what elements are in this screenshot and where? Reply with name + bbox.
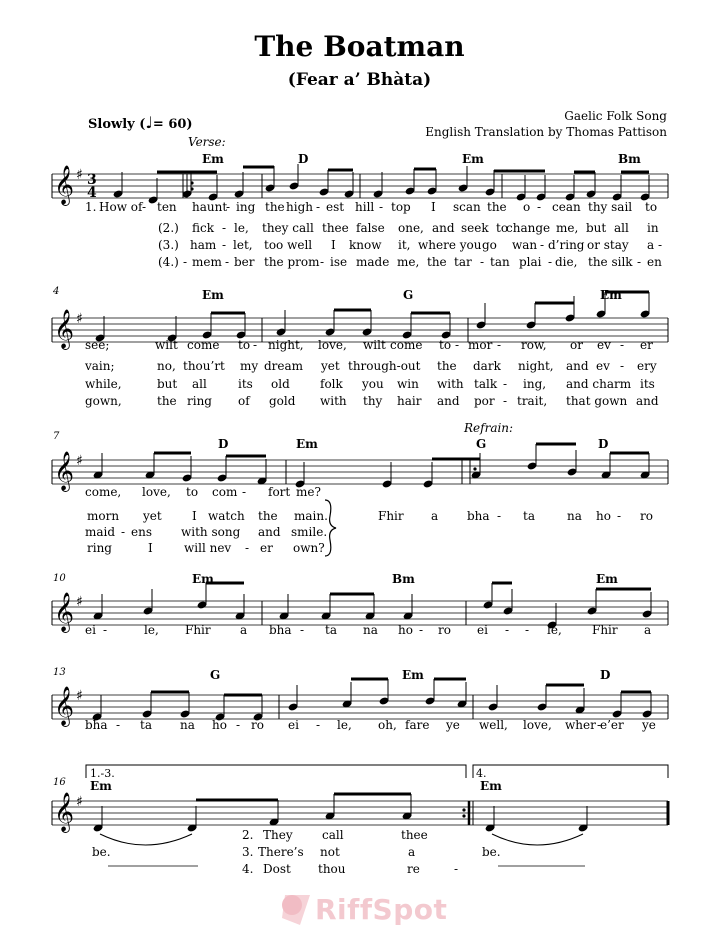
lyric-syllable: in xyxy=(647,221,659,235)
lyric-syllable: - xyxy=(226,200,231,214)
lyric-syllable: the xyxy=(487,200,507,214)
lyric-syllable: er xyxy=(260,541,273,555)
lyric-syllable: to xyxy=(496,221,509,235)
lyric-syllable: where you xyxy=(418,238,482,252)
measure-number-13: 13 xyxy=(53,667,66,678)
quarter-note-icon: ♩ xyxy=(145,113,153,132)
lyric-syllable: gold xyxy=(269,394,296,408)
volta-bracket xyxy=(473,765,668,778)
lyric-syllable: fare xyxy=(405,718,430,732)
lyric-syllable: 2. xyxy=(242,828,254,842)
lyric-syllable: - xyxy=(497,338,502,352)
chord-symbol: Em xyxy=(462,152,484,166)
lyric-syllable: ro xyxy=(251,718,264,732)
lyric-syllable: come xyxy=(187,338,220,352)
lyric-syllable: row, xyxy=(521,338,547,352)
lyric-syllable: thee xyxy=(401,828,428,842)
lyric-syllable: night, xyxy=(268,338,304,352)
chord-symbol: Bm xyxy=(392,572,415,586)
tempo-open: ( xyxy=(139,117,146,132)
lyric-syllable: er xyxy=(640,338,653,352)
credit-source: Gaelic Folk Song xyxy=(564,109,667,123)
chord-symbol: Em xyxy=(480,779,502,793)
lyric-syllable: come, xyxy=(85,485,122,499)
lyric-syllable: and xyxy=(636,394,659,408)
lyric-syllable: - xyxy=(480,255,485,269)
lyric-syllable: know xyxy=(349,238,382,252)
lyric-syllable: ring xyxy=(187,394,212,408)
lyric-syllable: and xyxy=(566,359,589,373)
chord-symbol: Em xyxy=(202,152,224,166)
lyric-syllable: - xyxy=(222,221,227,235)
lyric-syllable: tan xyxy=(490,255,510,269)
lyric-syllable: the silk xyxy=(588,255,633,269)
lyric-syllable: ro xyxy=(640,509,653,523)
lyric-syllable: love, xyxy=(523,718,552,732)
lyric-syllable: How of xyxy=(99,200,143,214)
lyric-syllable: love, xyxy=(142,485,171,499)
repeat-dot xyxy=(462,814,465,817)
lyric-syllable: a xyxy=(408,845,416,859)
lyric-syllable: Fhir xyxy=(378,509,404,523)
lyric-syllable: le, xyxy=(547,623,562,637)
lyric-syllable: Dost xyxy=(263,862,291,876)
lyric-syllable: com xyxy=(212,485,238,499)
lyric-syllable: see; xyxy=(85,338,110,352)
lyric-syllable: wilt xyxy=(363,338,386,352)
lyric-syllable: but xyxy=(157,377,178,391)
chord-symbol: G xyxy=(476,437,487,451)
sharp-icon: ♯ xyxy=(76,794,83,810)
lyric-syllable: I xyxy=(148,541,153,555)
treble-clef-icon: 𝄞 xyxy=(54,592,75,632)
lyric-syllable: talk xyxy=(474,377,498,391)
lyric-syllable: ei xyxy=(477,623,488,637)
lyric-syllable: - xyxy=(103,623,108,637)
chord-symbol: Em xyxy=(596,572,618,586)
lyric-syllable: gown, xyxy=(85,394,122,408)
lyric-syllable: come xyxy=(390,338,423,352)
lyric-syllable: old xyxy=(271,377,290,391)
lyric-syllable: na xyxy=(363,623,378,637)
lyric-syllable: call xyxy=(322,828,344,842)
treble-clef-icon: 𝄞 xyxy=(54,165,75,205)
lyric-syllable: - xyxy=(454,862,459,876)
lyric-syllable: 4. xyxy=(242,862,254,876)
lyric-syllable: thy xyxy=(363,394,383,408)
lyric-syllable: the xyxy=(157,394,177,408)
lyric-syllable: and xyxy=(437,394,460,408)
lyric-syllable: main. xyxy=(294,509,328,523)
lyric-syllable: not xyxy=(320,845,340,859)
watermark: RiffSpot xyxy=(315,893,448,926)
sharp-icon: ♯ xyxy=(76,688,83,704)
measure-number-7: 7 xyxy=(53,431,60,442)
lyric-syllable: bha xyxy=(85,718,108,732)
lyric-syllable: well, xyxy=(479,718,508,732)
chord-symbol: G xyxy=(210,668,221,682)
lyric-syllable: ens xyxy=(131,525,152,539)
lyric-syllable: watch xyxy=(208,509,245,523)
lyric-syllable: mor xyxy=(468,338,493,352)
lyric-syllable: a xyxy=(431,509,439,523)
lyric-syllable: one, xyxy=(398,221,424,235)
lyric-syllable: through-out xyxy=(348,359,421,373)
lyric-syllable: - xyxy=(620,338,625,352)
lyric-syllable: thou xyxy=(318,862,346,876)
lyric-syllable: ring xyxy=(87,541,112,555)
lyric-syllable: - xyxy=(316,200,321,214)
lyric-syllable: yet xyxy=(321,359,340,373)
lyric-syllable: vain; xyxy=(85,359,115,373)
lyric-syllable: hill xyxy=(355,200,375,214)
lyric-syllable: ta xyxy=(325,623,337,637)
lyric-syllable: - xyxy=(236,718,241,732)
lyric-syllable: - xyxy=(222,238,227,252)
measure-number-16: 16 xyxy=(53,777,66,788)
lyric-syllable: - xyxy=(300,623,305,637)
lyric-syllable: the xyxy=(427,255,447,269)
lyric-syllable: maid xyxy=(85,525,116,539)
lyric-syllable: a xyxy=(240,623,248,637)
tempo-value: = 60) xyxy=(152,117,193,132)
lyric-syllable: I xyxy=(331,238,336,252)
lyric-syllable: they call xyxy=(262,221,314,235)
lyric-syllable: bha xyxy=(269,623,292,637)
lyric-syllable: wan xyxy=(512,238,538,252)
lyric-syllable: all xyxy=(614,221,629,235)
lyric-syllable: Fhir xyxy=(185,623,211,637)
lyric-syllable: with xyxy=(320,394,347,408)
lyric-syllable: ho xyxy=(596,509,611,523)
lyric-syllable: be. xyxy=(482,845,501,859)
lyric-syllable: - xyxy=(503,377,508,391)
lyric-syllable: na xyxy=(180,718,195,732)
lyric-syllable: or stay xyxy=(587,238,629,252)
lyric-syllable: me, xyxy=(556,221,579,235)
lyric-syllable: me? xyxy=(296,485,321,499)
lyric-syllable: ing, xyxy=(523,377,547,391)
lyric-syllable: with song xyxy=(181,525,241,539)
lyric-syllable: le, xyxy=(337,718,352,732)
lyric-syllable: top xyxy=(391,200,411,214)
lyric-syllable: no, xyxy=(157,359,176,373)
chord-symbol: Em xyxy=(192,572,214,586)
lyric-syllable: die, xyxy=(555,255,578,269)
lyric-syllable: They xyxy=(263,828,293,842)
time-signature-bottom: 4 xyxy=(87,185,97,201)
lyric-syllable: me, xyxy=(397,255,420,269)
lyric-syllable: a xyxy=(647,238,655,252)
lyric-syllable: ev xyxy=(596,359,610,373)
lyric-syllable: but xyxy=(586,221,607,235)
chord-symbol: Em xyxy=(90,779,112,793)
chord-symbol: Bm xyxy=(618,152,641,166)
lyric-syllable: all xyxy=(192,377,207,391)
lyric-syllable: with xyxy=(437,377,464,391)
lyric-syllable: ing xyxy=(236,200,256,214)
lyric-syllable: morn xyxy=(87,509,120,523)
credit-translation: English Translation by Thomas Pattison xyxy=(425,125,667,139)
lyric-syllable: - xyxy=(316,718,321,732)
lyric-syllable: fort xyxy=(268,485,291,499)
lyric-syllable: false xyxy=(356,221,385,235)
lyric-syllable: I xyxy=(192,509,197,523)
lyric-syllable: - xyxy=(320,255,325,269)
lyric-syllable: or xyxy=(570,338,583,352)
lyric-syllable: made xyxy=(356,255,390,269)
lyric-syllable: - xyxy=(540,238,545,252)
lyric-syllable: change xyxy=(506,221,551,235)
lyric-syllable: ber xyxy=(234,255,255,269)
sharp-icon: ♯ xyxy=(76,167,83,183)
volta-first-label: 1.-3. xyxy=(90,767,115,780)
lyric-syllable: le, xyxy=(144,623,159,637)
lyric-syllable: - xyxy=(617,509,622,523)
chord-symbol: D xyxy=(298,152,309,166)
lyric-syllable: night, xyxy=(518,359,554,373)
lyric-syllable: ev xyxy=(597,338,611,352)
lyric-syllable: - xyxy=(242,485,247,499)
lyric-syllable: - xyxy=(225,255,230,269)
lyric-syllable: - xyxy=(379,200,384,214)
lyric-syllable: and xyxy=(258,525,281,539)
lyric-syllable: ham xyxy=(190,238,217,252)
lyric-syllable: o xyxy=(523,200,531,214)
lyric-syllable: 3. xyxy=(242,845,254,859)
measure-number-10: 10 xyxy=(53,573,66,584)
lyric-syllable: ye xyxy=(446,718,460,732)
lyric-syllable: go xyxy=(482,238,497,252)
lyric-syllable: wher xyxy=(565,718,596,732)
lyric-syllable: dream xyxy=(264,359,304,373)
lyric-syllable: - xyxy=(142,200,147,214)
song-title: The Boatman xyxy=(254,30,465,63)
lyric-syllable: - xyxy=(637,255,642,269)
lyric-syllable: plai xyxy=(519,255,542,269)
lyric-syllable: its xyxy=(238,377,253,391)
lyric-syllable: (3.) xyxy=(158,238,179,252)
treble-clef-icon: 𝄞 xyxy=(54,792,75,832)
chord-symbol: Em xyxy=(296,437,318,451)
treble-clef-icon: 𝄞 xyxy=(54,451,75,491)
lyric-syllable: to xyxy=(186,485,199,499)
lyric-syllable: ise xyxy=(330,255,348,269)
sharp-icon: ♯ xyxy=(76,594,83,610)
chord-symbol: Em xyxy=(202,288,224,302)
lyric-syllable: oh, xyxy=(378,718,397,732)
lyric-syllable: ery xyxy=(637,359,657,373)
lyric-syllable: cean xyxy=(552,200,581,214)
lyric-syllable: - xyxy=(183,255,188,269)
lyric-syllable: love, xyxy=(318,338,347,352)
tie xyxy=(100,834,192,845)
lyric-syllable: (2.) xyxy=(158,221,179,235)
lyric-syllable: - xyxy=(497,509,502,523)
tempo-word: Slowly xyxy=(88,117,135,132)
lyric-syllable: and xyxy=(432,221,455,235)
lyric-syllable: - xyxy=(455,338,460,352)
treble-clef-icon: 𝄞 xyxy=(54,309,75,349)
measure-number-4: 4 xyxy=(53,286,60,297)
song-subtitle: (Fear a’ Bhàta) xyxy=(287,70,432,90)
lyric-syllable: be. xyxy=(92,845,111,859)
lyric-syllable: smile. xyxy=(291,525,328,539)
lyric-syllable: ho xyxy=(398,623,413,637)
lyric-syllable: you xyxy=(362,377,384,391)
lyric-syllable: - xyxy=(597,718,602,732)
lyric-syllable: - xyxy=(505,623,510,637)
lyric-syllable: to xyxy=(439,338,452,352)
lyric-syllable: - xyxy=(503,394,508,408)
volta-bracket xyxy=(86,765,466,778)
lyric-syllable: - xyxy=(537,200,542,214)
chord-symbol: G xyxy=(403,288,414,302)
lyric-syllable: - xyxy=(419,623,424,637)
chord-symbol: D xyxy=(218,437,229,451)
lyric-syllable: win xyxy=(397,377,419,391)
lyric-syllable: por xyxy=(474,394,495,408)
lyric-syllable: that gown xyxy=(566,394,628,408)
lyric-syllable: and charm xyxy=(566,377,632,391)
lyric-syllable: - xyxy=(658,238,663,252)
lyric-syllable: - xyxy=(121,525,126,539)
chord-symbol: Em xyxy=(402,668,424,682)
lyric-syllable: the prom xyxy=(264,255,320,269)
lyric-syllable: mem xyxy=(192,255,222,269)
lyric-syllable: scan xyxy=(453,200,481,214)
lyric-syllable: the xyxy=(437,359,457,373)
sharp-icon: ♯ xyxy=(76,453,83,469)
lyric-syllable: to xyxy=(645,200,658,214)
lyric-syllable: ta xyxy=(140,718,152,732)
lyric-syllable: fick xyxy=(192,221,214,235)
lyric-syllable: its xyxy=(640,377,655,391)
volta-second-label: 4. xyxy=(476,767,487,780)
lyric-syllable: it, xyxy=(398,238,411,252)
lyric-syllable: the xyxy=(265,200,285,214)
lyric-syllable: ro xyxy=(438,623,451,637)
repeat-dot xyxy=(473,467,476,470)
lyric-syllable: - xyxy=(253,338,258,352)
chord-symbol: D xyxy=(600,668,611,682)
lyric-syllable: yet xyxy=(143,509,162,523)
lyric-syllable: while, xyxy=(85,377,122,391)
lyric-syllable: - xyxy=(525,623,530,637)
lyric-syllable: There’s xyxy=(258,845,304,859)
lyric-syllable: ei xyxy=(288,718,299,732)
lyric-syllable: thou’rt xyxy=(183,359,225,373)
lyric-syllable: let, xyxy=(233,238,253,252)
lyric-syllable: tar xyxy=(454,255,472,269)
sharp-icon: ♯ xyxy=(76,311,83,327)
lyric-syllable: seek xyxy=(461,221,489,235)
lyric-syllable: re xyxy=(407,862,420,876)
time-signature-top: 3 xyxy=(87,172,97,188)
lyric-syllable: my xyxy=(240,359,259,373)
lyric-syllable: e’er xyxy=(600,718,624,732)
refrain-label: Refrain: xyxy=(464,421,514,435)
lyric-syllable: d’ring xyxy=(548,238,585,252)
lyric-syllable: - xyxy=(116,718,121,732)
lyric-syllable: high xyxy=(286,200,313,214)
treble-clef-icon: 𝄞 xyxy=(54,686,75,726)
lyric-syllable: - xyxy=(620,359,625,373)
lyric-syllable: will nev xyxy=(184,541,232,555)
lyric-syllable: en xyxy=(647,255,662,269)
lyric-syllable: ho xyxy=(212,718,227,732)
lyric-syllable: Fhir xyxy=(592,623,618,637)
lyric-syllable: ei xyxy=(85,623,96,637)
lyric-syllable: trait, xyxy=(517,394,548,408)
lyric-syllable: dark xyxy=(473,359,501,373)
lyric-syllable: - xyxy=(245,541,250,555)
lyric-syllable: - xyxy=(548,255,553,269)
tie xyxy=(492,834,583,845)
lyric-syllable: hair xyxy=(397,394,422,408)
lyric-syllable: I xyxy=(431,200,436,214)
lyric-syllable: the xyxy=(258,509,278,523)
lyric-syllable: thee xyxy=(322,221,349,235)
lyric-syllable: ta xyxy=(523,509,535,523)
lyric-syllable: bha xyxy=(467,509,490,523)
lyric-syllable: of xyxy=(238,394,250,408)
lyric-syllable: a xyxy=(644,623,652,637)
lyric-syllable: haunt xyxy=(192,200,228,214)
lyric-syllable: ye xyxy=(642,718,656,732)
repeat-dot xyxy=(462,808,465,811)
lyric-syllable: too well xyxy=(264,238,313,252)
verse-label: Verse: xyxy=(188,135,226,149)
lyric-syllable: own? xyxy=(293,541,325,555)
lyric-syllable: ten xyxy=(157,200,177,214)
lyric-syllable: le, xyxy=(234,221,249,235)
lyric-syllable: 1. xyxy=(85,200,97,214)
lyric-syllable: (4.) xyxy=(158,255,179,269)
lyric-syllable: thy sail xyxy=(588,200,633,214)
lyric-syllable: wilt xyxy=(155,338,178,352)
chord-symbol: Em xyxy=(600,288,622,302)
lyric-syllable: to xyxy=(238,338,251,352)
lyric-syllable: est xyxy=(326,200,345,214)
lyric-syllable: na xyxy=(567,509,582,523)
lyric-syllable: folk xyxy=(320,377,343,391)
chord-symbol: D xyxy=(598,437,609,451)
